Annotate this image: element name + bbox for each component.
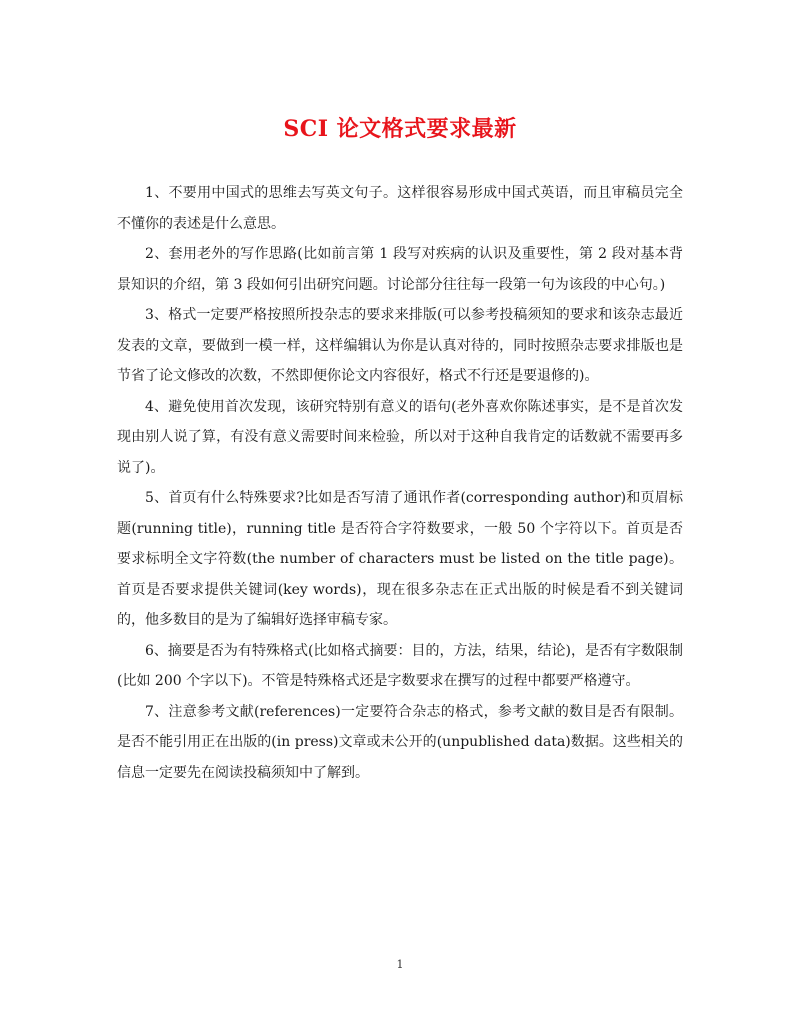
paragraph-5: 5、首页有什么特殊要求?比如是否写清了通讯作者(corresponding author)和页眉标题(running title)，running title 是否符合字符数要求，一般 50 个字符以下。首页是否要求标明全文字符数(the number of characters must be listed on the title page)。首页是否要求提供关键词(key words)，现在很多杂志在正式出版的时候是看不到关键词的，他多数目的是为了编辑好选择审稿专家。 xyxy=(117,490,683,628)
paragraph-4: 4、避免使用首次发现，该研究特别有意义的语句(老外喜欢你陈述事实，是不是首次发现由别人说了算，有没有意义需要时间来检验，所以对于这种自我肯定的话数就不需要再多说了)。 xyxy=(117,398,683,476)
paragraph-3: 3、格式一定要严格按照所投杂志的要求来排版(可以参考投稿须知的要求和该杂志最近发表的文章，要做到一模一样，这样编辑认为你是认真对待的，同时按照杂志要求排版也是节省了论文修改的次数，不然即便你论文内容很好，格式不行还是要退修的)。 xyxy=(117,307,683,384)
paragraph-1: 1、不要用中国式的思维去写英文句子。这样很容易形成中国式英语，而且审稿员完全不懂你的表述是什么意思。 xyxy=(117,185,683,232)
document-title: SCI 论文格式要求最新 xyxy=(283,116,517,142)
document-body xyxy=(117,178,683,788)
page-number: 1 xyxy=(396,958,404,971)
paragraph-2: 2、套用老外的写作思路(比如前言第 1 段写对疾病的认识及重要性，第 2 段对基本背景知识的介绍，第 3 段如何引出研究问题。讨论部分往往每一段第一句为该段的中心句。) xyxy=(117,246,683,293)
paragraph-7: 7、注意参考文献(references)一定要符合杂志的格式，参考文献的数目是否有限制。是否不能引用正在出版的(in press)文章或未公开的(unpublished data)数据。这些相关的信息一定要先在阅读投稿须知中了解到。 xyxy=(117,703,683,781)
paragraph-6: 6、摘要是否为有特殊格式(比如格式摘要：目的，方法，结果，结论)，是否有字数限制(比如 200 个字以下)。不管是特殊格式还是字数要求在撰写的过程中都要严格遵守。 xyxy=(117,642,683,689)
